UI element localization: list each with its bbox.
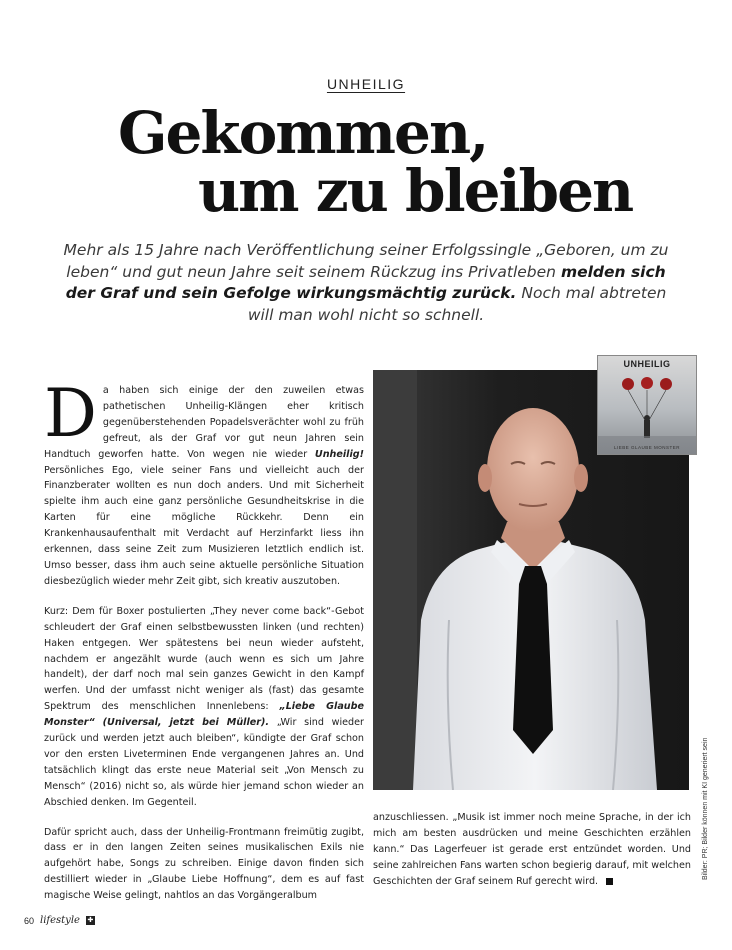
p1-text-a: a haben sich einige der den zuweilen etwas pathetischen Unheilig-Klängen eher kritisch gegenüberstehenden Popadelsverächter wohl zu früh gefreut, als der Graf vor gut neun Jahren sein Handtuch geworfen hatte. Von wegen nie wieder — [44, 385, 364, 460]
p2-album-title: „Liebe Glaube Monster“ (Universal, jetzt bei Müller). — [44, 701, 364, 729]
section-kicker: UNHEILIG — [326, 76, 406, 92]
body-paragraph-1 — [44, 375, 364, 590]
album-cover-subtitle: LIEBE GLAUBE MONSTER — [613, 445, 680, 450]
body-column-right — [373, 810, 691, 890]
magazine-logo: lifestyle — [40, 915, 80, 926]
lead-text-end: Noch mal abtreten will man wohl nicht so schnell. — [247, 284, 667, 324]
p4-text: anzuschliessen. „Musik ist immer noch meine Sprache, in der ich mich am besten ausdrücken und meine Geschichten erzählen kann.“ Das Lagerfeuer ist gerade erst entzündet worden. Und seine zahlreichen Fans warten schon begierig darauf, mit welchen Geschichten der Graf seinem Ruf gerecht wird. — [373, 812, 691, 887]
album-cover-title: UNHEILIG — [623, 359, 671, 369]
body-paragraph-2 — [44, 604, 364, 811]
lead-paragraph — [60, 240, 672, 326]
album-cover-art — [598, 356, 696, 454]
page-footer — [24, 915, 95, 926]
lead-text-start: Mehr als 15 Jahre nach Veröffentlichung seiner Erfolgssingle „Geboren, um zu leben“ und gut neun Jahre seit seinem Rückzug ins Privatleben — [63, 241, 669, 281]
p1-band-name: Unheilig! — [314, 448, 364, 460]
p1-text-b: Persönliches Ego, viele seiner Fans und vielleicht auch der Finanzberater wollten es nun doch anders. Und mit Sicherheit spielte ihm auch eine ganz persönliche Gesundheitskrise in die Karten für eine mögliche Rückkehr. Denn ein Krankenhausaufenthalt mit Verdacht auf Herzinfarkt liess ihn erkennen, dass seine Zeit zum Musizieren letztlich endlich ist. Umso besser, dass ihm auch seine aktuelle persönliche Situation diesbezüglich wieder mehr Zeit gibt, sich kreativ auszutoben. — [44, 464, 364, 587]
lead-text-bold: melden sich der Graf und sein Gefolge wirkungsmächtig zurück. — [65, 262, 666, 302]
p2-text-a: Kurz: Dem für Boxer postulierten „They never come back“-Gebot schleudert der Graf einen selbstbewussten linken (und rechten) Haken entgegen. Wer spätestens bei neun wieder aufsteht, nachdem er angezählt wurde (auch wenn es sich um Jahre handelt), der darf noch mal sein ganzes Gewicht in den Kampf werfen. Und der umfasst nicht weniger als (fast) das gesamte Spektrum des menschlichen Innenlebens: — [44, 605, 364, 713]
image-credit — [702, 737, 714, 880]
headline-line-2: um zu bleiben — [198, 157, 633, 225]
image-credit-text: Bilder: PR; Bilder können mit KI generiert sein — [702, 737, 709, 880]
album-cover — [598, 356, 696, 454]
page-number: 60 — [24, 915, 35, 926]
drop-cap: D — [44, 375, 97, 452]
body-paragraph-3: Dafür spricht auch, dass der Unheilig-Frontmann freimütig zugibt, dass er in den langen Zeiten seines musikalischen Exils nie aufgehört habe, Songs zu schreiben. Einige davon finden sich destilliert wieder in „Glaube Liebe Hoffnung“, dem es auf fast magische Weise gelingt, nahtlos an das Vorgängeralbum — [44, 826, 364, 902]
body-paragraph-4 — [373, 810, 691, 890]
p2-text-b: „Wir sind wieder zurück und werden jetzt auch bleiben“, kündigte der Graf schon vor den ersten Liveterminen Ende vergangenen Jahres an. Und tatsächlich klingt das erste neue Material seit „Von Mensch zu Mensch“ (2016) nicht so, als würde hier jemand schon wieder an Abschied denken. Im Gegenteil. — [44, 717, 364, 808]
magazine-badge-icon: ✚ — [87, 916, 94, 924]
body-column-left — [44, 375, 364, 904]
end-mark — [606, 878, 613, 885]
headline-line-1: Gekommen, — [118, 99, 488, 167]
